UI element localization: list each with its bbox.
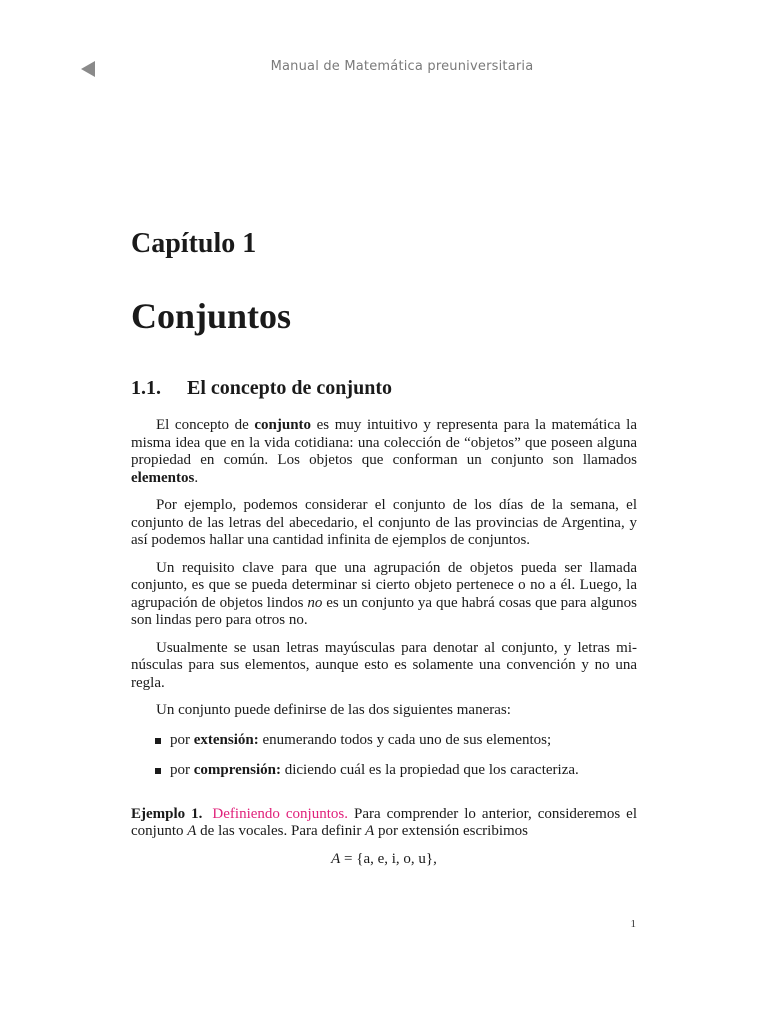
- term-comprension: comprensión:: [193, 762, 281, 778]
- section-title: El concepto de conjunto: [187, 377, 392, 399]
- text-run: Un requisito clave para que una agrupación de objetos pueda ser llamada conjunto, es que se pueda determinar si cierto objeto pertenece o no a él. Luego, la agrupación de objetos lindos: [131, 559, 637, 611]
- section-number: 1.1.: [131, 377, 161, 399]
- text-run: Para comprender lo anterior, consideremos el conjunto: [131, 805, 638, 839]
- term-elementos: elementos: [131, 469, 195, 486]
- text-run: es un conjunto ya que habrá cosas que para algunos son lindas pero para otros no.: [131, 594, 637, 628]
- chapter-label: Capítulo 1: [131, 228, 257, 259]
- math-display-set: [131, 849, 637, 869]
- math-variable: A: [331, 850, 341, 867]
- definition-methods-list: [131, 732, 637, 780]
- emphasis-no: no: [307, 594, 323, 611]
- page-content: [131, 222, 637, 869]
- list-item: [131, 732, 637, 750]
- square-bullet-icon: [155, 738, 161, 744]
- text-run: por extensión escribimos: [374, 823, 529, 839]
- math-variable: A: [187, 823, 197, 839]
- square-bullet-icon: [155, 768, 161, 774]
- list-item: [131, 762, 637, 780]
- term-conjunto: conjunto: [254, 417, 312, 433]
- paragraph-notation: Usualmente se usan letras mayúsculas para denotar al conjunto, y letras minúsculas para sus elementos, aunque esto es solamente una convención y no una regla.: [131, 639, 637, 691]
- text-run: de las vocales. Para definir: [196, 823, 366, 839]
- term-extension: extensión:: [193, 731, 259, 748]
- math-expression: = {a, e, i, o, u},: [340, 850, 437, 867]
- paragraph-definition: [131, 417, 637, 487]
- page-header: [0, 58, 768, 80]
- paragraph-examples: Por ejemplo, podemos considerar el conjunto de los días de la semana, el conjunto de las letras del abecedario, el conjunto de las provincias de Argentina, y así podemos hallar una cantidad infinita de ejemplos de conjuntos.: [131, 497, 637, 548]
- page-number: 1: [630, 918, 636, 930]
- section-heading: [131, 374, 637, 402]
- example-title-link[interactable]: Definiendo conjuntos.: [212, 805, 348, 822]
- text-run: .: [194, 469, 199, 486]
- paragraph-ways: Un conjunto puede definirse de las dos siguientes maneras:: [156, 702, 511, 718]
- paragraph-requirement: [131, 560, 637, 630]
- chapter-title: Conjuntos: [131, 296, 292, 336]
- text-run: El concepto de: [156, 417, 255, 433]
- math-variable: A: [365, 823, 375, 839]
- example-tag: Ejemplo 1.: [131, 805, 203, 822]
- text-run: es muy intuitivo y representa para la matemática la misma idea que en la vida cotidiana: una colección de “objetos” que poseen alguna propiedad en común. Los objetos que conforman un conjunto son llamados: [131, 417, 637, 468]
- text-run: por: [170, 762, 194, 778]
- running-header-title: Manual de Matemática preuniversitaria: [270, 59, 534, 74]
- text-run: enumerando todos y cada uno de sus elementos;: [258, 731, 552, 748]
- text-run: por: [170, 731, 194, 748]
- text-run: diciendo cuál es la propiedad que los caracteriza.: [280, 762, 579, 778]
- example-block: [131, 806, 637, 841]
